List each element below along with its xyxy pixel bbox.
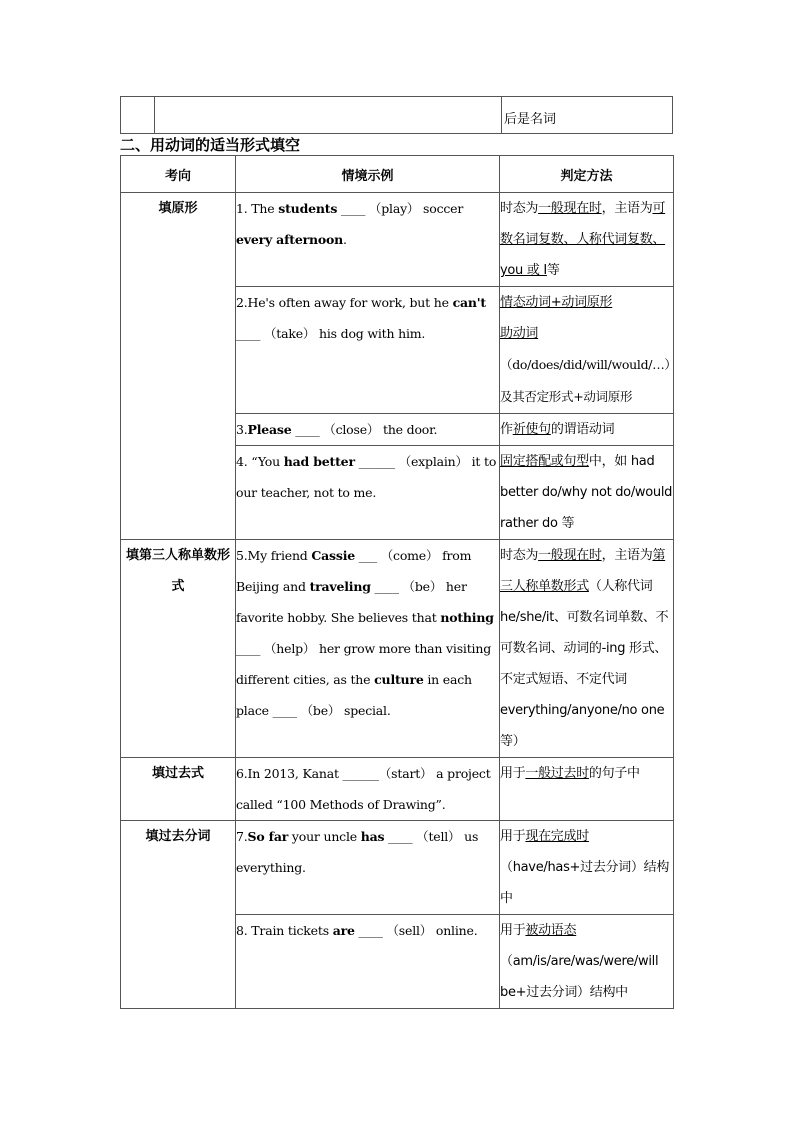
rule-key: 一般过去时 [525,766,589,781]
category-label: 填第三人称单数形式 [125,548,230,594]
verb-hint: （explain） [398,454,468,469]
rule-text: （do/does/did/will/would/…）及其否定形式+动词原形 [500,357,671,404]
rule-key: 一般现在时 [538,548,602,563]
rule-text: 的谓语动词 [550,422,615,437]
example-text: 5.My friend [236,548,312,563]
category-cell [121,193,236,540]
example-text: the door. [379,422,438,437]
example-text: 7. [236,829,248,844]
example-text: from Beijing and [236,548,472,594]
verb-hint: （start） [378,766,433,781]
rule-cell [500,915,674,1009]
rule-text: ，主语为 [601,548,653,563]
table-header-row [121,156,674,193]
blank: ____ [272,703,301,718]
rule-text: 用于 [500,829,526,844]
rule-key: 固定搭配或句型 [500,454,589,469]
header-method: 判定方法 [500,156,674,193]
rule-text: ，主语为 [601,201,653,216]
previous-table-fragment [120,96,673,134]
keyword: has [360,829,385,844]
rule-key: 助动词 [500,326,539,341]
example-text: her favorite hobby. She believes that [236,579,467,625]
table-row [121,97,673,134]
example-cell [236,193,500,287]
section-title: 二、用动词的适当形式填空 [120,136,301,154]
category-label: 填原形 [158,201,198,216]
verb-hint: （take） [263,326,316,341]
blank: ___ [355,548,381,563]
example-text: a project called “100 Methods of Drawing”. [236,766,491,812]
rule-key: 被动语态 [525,923,577,938]
keyword: So far [247,829,289,844]
verb-form-table [120,155,674,1009]
rule-key: 祈使句 [512,422,551,437]
blank: ____ [236,326,264,341]
rule-text: （人称代词 he/she/it、可数名词单数、不可数名词、动词的-ing 形式、不定式短语、不定代词 everything/anyone/no one 等） [500,579,669,749]
example-cell [236,758,500,821]
verb-hint: （sell） [386,923,433,938]
example-text: his dog with him. [315,326,426,341]
example-text: 4. “You [236,454,284,469]
example-text: online. [432,923,478,938]
example-cell [236,821,500,915]
keyword: nothing [440,610,494,625]
rule-text: 中，如 had better do/why not do/would rather do 等 [500,454,673,531]
verb-hint: （help） [263,641,316,656]
example-text: it to our teacher, not to me. [236,454,497,500]
rule-cell [500,758,674,821]
blank: ____ [354,923,387,938]
rule-cell [500,414,674,446]
keyword: students [278,201,338,216]
table-cell [155,97,502,134]
keyword: culture [374,672,424,687]
header-focus: 考向 [121,156,236,193]
rule-text: 时态为 [500,548,539,563]
blank: ____ [291,422,324,437]
rule-text: 等 [546,263,560,278]
verb-hint: （tell） [416,829,461,844]
table-row [121,540,674,758]
example-text: your uncle [288,829,361,844]
rule-text: （am/is/are/was/were/will be+过去分词）结构中 [500,954,659,1000]
example-text: special. [340,703,391,718]
rule-key: 一般现在时 [538,201,602,216]
rule-key: 现在完成时 [525,829,589,844]
table-row [121,758,674,821]
rule-cell [500,193,674,287]
example-cell [236,287,500,414]
keyword: had better [283,454,355,469]
keyword: are [332,923,355,938]
rule-cell [500,540,674,758]
category-label: 填过去式 [151,766,204,781]
example-text: in each place [236,672,472,718]
rule-key: 情态动词+动词原形 [500,295,613,310]
example-text: 1. The [236,201,279,216]
rule-key: 可数名词复数、人称代词复数、you 或 I [500,201,666,278]
category-cell [121,821,236,1009]
rule-cell [500,446,674,540]
rule-text: （have/has+过去分词）结构中 [500,860,670,906]
verb-hint: （be） [300,703,341,718]
example-text: . [343,232,347,247]
blank: ______ [354,454,399,469]
table-row [121,821,674,915]
rule-text: 的句子中 [588,766,640,781]
keyword: Please [247,422,292,437]
keyword: can't [452,295,486,310]
blank: ____ [236,641,264,656]
table-row [121,193,674,287]
rule-text: 后是名词 [504,112,557,127]
blank: ______ [342,766,379,781]
category-cell [121,758,236,821]
rule-text: 用于 [500,923,526,938]
example-text: 3. [236,422,248,437]
example-text: 8. Train tickets [236,923,333,938]
example-cell [236,446,500,540]
header-example: 情境示例 [236,156,500,193]
table-cell [121,97,155,134]
example-text: 2.He's often away for work, but he [236,295,453,310]
verb-hint: （close） [323,422,380,437]
verb-hint: （play） [368,201,420,216]
example-text: soccer [419,201,464,216]
rule-text: 用于 [500,766,526,781]
keyword: traveling [309,579,371,594]
blank: ____ [337,201,369,216]
keyword: Cassie [311,548,356,563]
category-label: 填过去分词 [145,829,211,844]
example-cell [236,414,500,446]
rule-text: 作 [500,422,513,437]
example-text: her grow more than visiting different cities, as the [236,641,492,687]
rule-text: 时态为 [500,201,539,216]
example-cell [236,915,500,1009]
example-text: 6.In 2013, Kanat [236,766,343,781]
verb-hint: （come） [380,548,439,563]
rule-key: 第三人称单数形式 [500,548,666,594]
example-text: us everything. [236,829,479,875]
example-cell [236,540,500,758]
blank: ____ [370,579,403,594]
category-cell [121,540,236,758]
verb-hint: （be） [402,579,443,594]
rule-cell [500,821,674,915]
keyword: every afternoon [236,232,344,247]
blank: ____ [384,829,417,844]
table-cell [502,97,673,134]
rule-cell [500,287,674,414]
